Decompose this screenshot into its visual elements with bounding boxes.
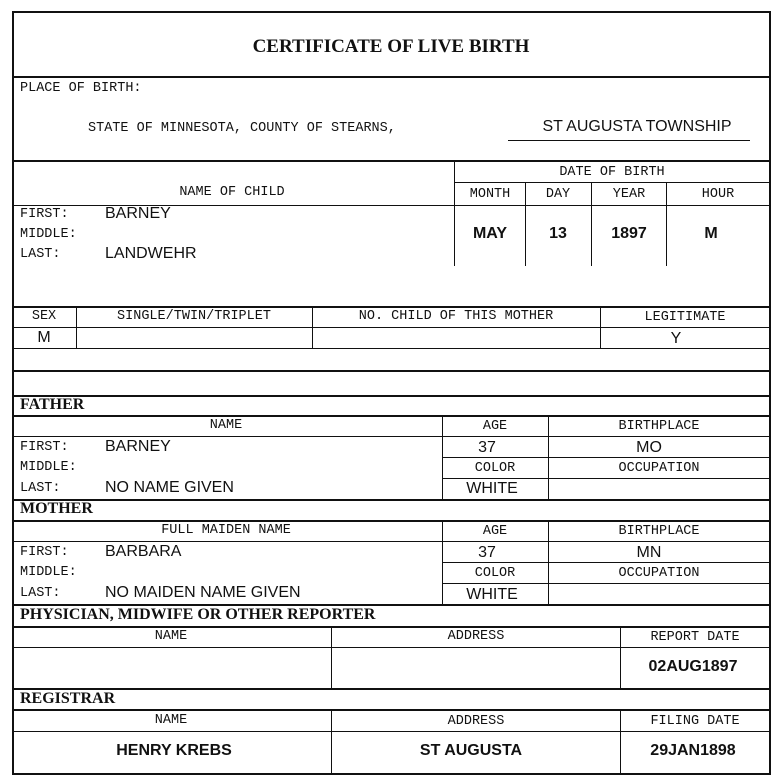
- border-bottom: [12, 773, 771, 775]
- father-age-value: 37: [478, 439, 496, 456]
- father-birthplace-label: BIRTHPLACE: [618, 419, 700, 434]
- father-last-label: LAST:: [20, 481, 61, 496]
- township-underline: [508, 140, 750, 141]
- rule: [442, 457, 771, 458]
- rule: [12, 436, 771, 437]
- birth-year: 1897: [611, 225, 647, 242]
- border-left: [12, 11, 14, 775]
- physician-name-label: NAME: [154, 629, 188, 644]
- rule: [12, 327, 771, 328]
- mother-color-label: COLOR: [474, 566, 516, 581]
- rule-v: [76, 306, 77, 349]
- mother-middle-label: MIDDLE:: [20, 565, 77, 580]
- mother-age-label: AGE: [482, 524, 508, 539]
- mother-first-label: FIRST:: [20, 545, 69, 560]
- rule-v: [548, 521, 549, 604]
- place-of-birth-label: PLACE OF BIRTH:: [20, 81, 142, 96]
- father-age-label: AGE: [482, 419, 508, 434]
- filing-date-label: FILING DATE: [650, 714, 740, 729]
- rule: [12, 76, 771, 78]
- rule: [12, 520, 771, 522]
- father-first-value: BARNEY: [105, 438, 171, 455]
- registrar-name-label: NAME: [154, 713, 188, 728]
- birth-day: 13: [549, 225, 567, 242]
- father-color-label: COLOR: [474, 461, 516, 476]
- rule: [12, 541, 771, 542]
- mother-section-title: MOTHER: [20, 500, 93, 517]
- rule: [12, 370, 771, 372]
- child-last-value: LANDWEHR: [105, 245, 197, 262]
- registrar-section-title: REGISTRAR: [20, 690, 116, 707]
- rule: [12, 731, 771, 732]
- rule-v: [620, 627, 621, 688]
- border-top: [12, 11, 771, 13]
- plurality-label: SINGLE/TWIN/TRIPLET: [117, 309, 271, 324]
- rule: [12, 647, 771, 648]
- rule-v: [312, 306, 313, 349]
- mother-color-value: WHITE: [466, 586, 518, 603]
- mother-birthplace-value: MN: [636, 544, 662, 561]
- child-number-label: NO. CHILD OF THIS MOTHER: [358, 309, 554, 324]
- rule: [442, 583, 771, 584]
- registrar-name-value: HENRY KREBS: [116, 742, 232, 759]
- mother-first-value: BARBARA: [105, 543, 182, 560]
- rule: [12, 306, 771, 308]
- rule-v: [666, 183, 667, 266]
- sex-value: M: [37, 329, 51, 346]
- father-occupation-label: OCCUPATION: [618, 461, 700, 476]
- report-date-value: 02AUG1897: [648, 658, 738, 675]
- rule-v: [454, 160, 455, 266]
- birth-hour: M: [704, 225, 718, 242]
- physician-address-label: ADDRESS: [447, 629, 505, 644]
- filing-date-value: 29JAN1898: [650, 742, 736, 759]
- rule-v: [620, 710, 621, 774]
- rule: [442, 478, 771, 479]
- report-date-label: REPORT DATE: [650, 630, 740, 645]
- father-last-value: NO NAME GIVEN: [105, 479, 234, 496]
- year-label: YEAR: [612, 187, 646, 202]
- father-section-title: FATHER: [20, 396, 85, 413]
- rule: [12, 688, 771, 690]
- rule: [12, 160, 771, 162]
- physician-section-title: PHYSICIAN, MIDWIFE OR OTHER REPORTER: [20, 606, 376, 623]
- child-middle-label: MIDDLE:: [20, 227, 77, 242]
- rule: [12, 709, 771, 711]
- date-of-birth-header: DATE OF BIRTH: [559, 165, 665, 180]
- rule: [12, 626, 771, 628]
- birth-month: MAY: [472, 225, 508, 242]
- rule: [454, 182, 771, 183]
- rule-v: [331, 627, 332, 688]
- legitimate-value: Y: [670, 330, 682, 347]
- child-first-value: BARNEY: [105, 205, 171, 222]
- father-name-header: NAME: [209, 418, 243, 433]
- rule-v: [442, 521, 443, 604]
- rule-v: [591, 183, 592, 266]
- rule-v: [525, 183, 526, 266]
- name-of-child-header: NAME OF CHILD: [179, 185, 285, 200]
- child-last-label: LAST:: [20, 247, 61, 262]
- rule-v: [600, 306, 601, 349]
- day-label: DAY: [545, 187, 571, 202]
- child-first-label: FIRST:: [20, 207, 69, 222]
- mother-occupation-label: OCCUPATION: [618, 566, 700, 581]
- border-right: [769, 11, 771, 775]
- father-first-label: FIRST:: [20, 440, 69, 455]
- mother-last-value: NO MAIDEN NAME GIVEN: [105, 584, 301, 601]
- registrar-address-value: ST AUGUSTA: [419, 742, 523, 759]
- rule-v: [548, 416, 549, 499]
- rule-v: [331, 710, 332, 774]
- mother-name-header: FULL MAIDEN NAME: [161, 523, 291, 538]
- legitimate-label: LEGITIMATE: [644, 310, 726, 325]
- rule: [442, 562, 771, 563]
- township-value: ST AUGUSTA TOWNSHIP: [542, 118, 732, 135]
- state-county: STATE OF MINNESOTA, COUNTY OF STEARNS,: [88, 121, 396, 136]
- mother-birthplace-label: BIRTHPLACE: [618, 524, 700, 539]
- rule: [12, 395, 771, 397]
- rule: [12, 415, 771, 417]
- rule-v: [442, 416, 443, 499]
- registrar-address-label: ADDRESS: [447, 714, 505, 729]
- rule: [12, 499, 771, 501]
- mother-age-value: 37: [478, 544, 496, 561]
- certificate-title: CERTIFICATE OF LIVE BIRTH: [252, 36, 530, 57]
- father-color-value: WHITE: [466, 480, 518, 497]
- rule: [12, 348, 771, 349]
- month-label: MONTH: [469, 187, 511, 202]
- hour-label: HOUR: [701, 187, 735, 202]
- mother-last-label: LAST:: [20, 586, 61, 601]
- sex-label: SEX: [31, 309, 57, 324]
- father-birthplace-value: MO: [636, 439, 662, 456]
- father-middle-label: MIDDLE:: [20, 460, 77, 475]
